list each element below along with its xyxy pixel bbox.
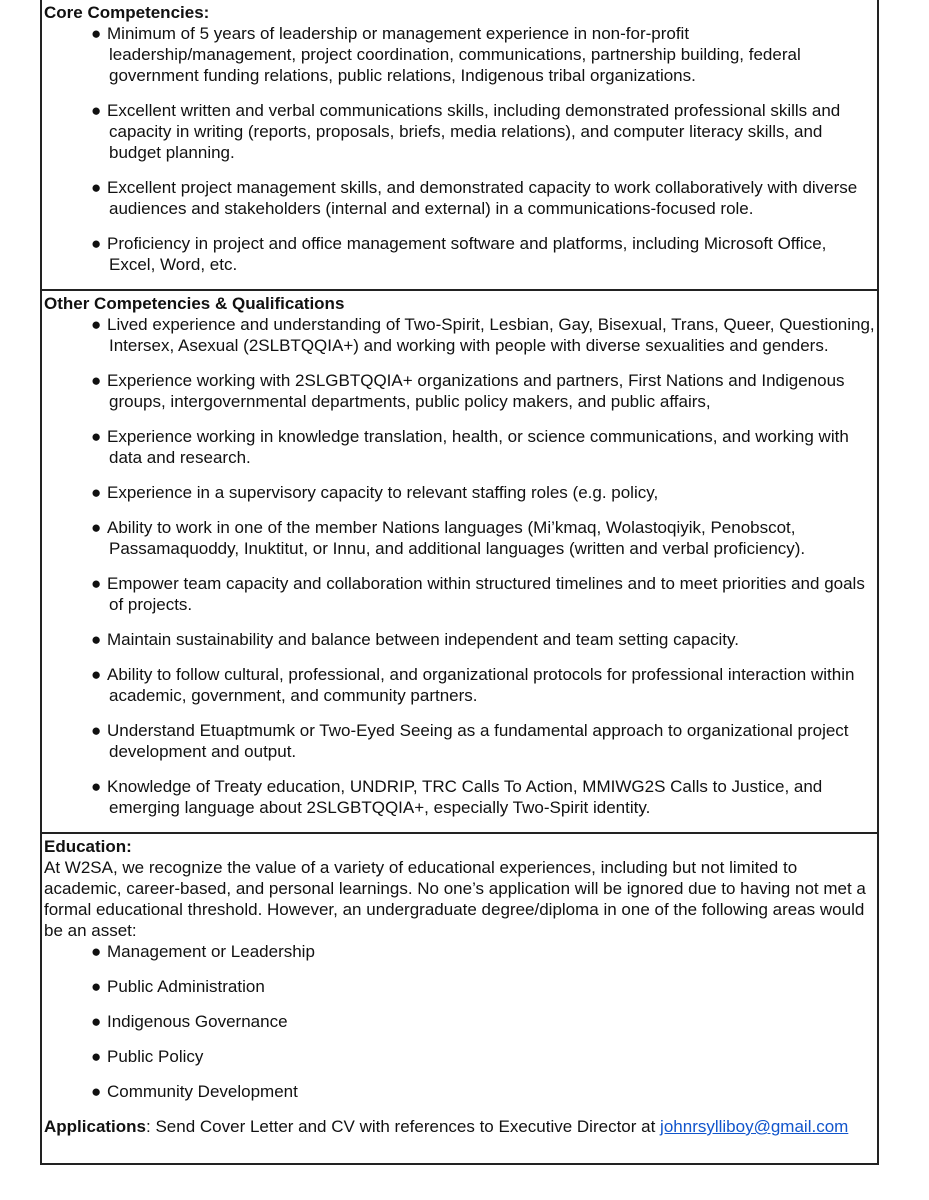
list-item: ● Experience working with 2SLGBTQQIA+ organizations and partners, First Nations and Indigenous groups, intergovernmental departments, public policy makers, and public affairs, xyxy=(91,371,845,411)
list-item: ● Understand Etuaptmumk or Two-Eyed Seeing as a fundamental approach to organizational project development and output. xyxy=(91,721,849,761)
bullet-icon: ● xyxy=(91,234,102,253)
list-item: ● Maintain sustainability and balance between independent and team setting capacity. xyxy=(91,630,739,649)
applications-label: Applications xyxy=(44,1117,147,1136)
bullet-icon: ● xyxy=(91,1012,102,1031)
applications-line xyxy=(44,1116,875,1149)
bullet-icon: ● xyxy=(91,942,102,961)
list-item: ● Excellent project management skills, and demonstrated capacity to work collaboratively with diverse audiences and stakeholders (internal and external) in a communications-focused role. xyxy=(91,178,858,218)
email-link[interactable]: johnrsylliboy@gmail.com xyxy=(660,1117,849,1136)
other-competencies-heading: Other Competencies & Qualifications xyxy=(44,294,345,313)
bullet-icon: ● xyxy=(91,315,102,334)
applications-text: : Send Cover Letter and CV with references to Executive Director at xyxy=(146,1117,661,1136)
bullet-icon: ● xyxy=(91,977,102,996)
list-item: ● Experience in a supervisory capacity to relevant staffing roles (e.g. policy, xyxy=(91,483,659,502)
list-item: ● Management or Leadership xyxy=(91,942,315,961)
bullet-icon: ● xyxy=(91,24,102,43)
bullet-icon: ● xyxy=(91,777,102,796)
other-competencies-list xyxy=(44,314,875,818)
bullet-icon: ● xyxy=(91,1047,102,1066)
list-item: ● Knowledge of Treaty education, UNDRIP, TRC Calls To Action, MMIWG2S Calls to Justice, and emerging language about 2SLGBTQQIA+, especially Two-Spirit identity. xyxy=(91,777,823,817)
bullet-icon: ● xyxy=(91,630,102,649)
bullet-icon: ● xyxy=(91,721,102,740)
list-item: ● Public Administration xyxy=(91,977,265,996)
list-item: ● Public Policy xyxy=(91,1047,204,1066)
bullet-icon: ● xyxy=(91,427,102,446)
list-item: ● Excellent written and verbal communications skills, including demonstrated professional skills and capacity in writing (reports, proposals, briefs, media relations), and computer literacy skills, and budget planning. xyxy=(91,101,841,162)
education-heading: Education: xyxy=(44,837,132,856)
list-item: ● Empower team capacity and collaboration within structured timelines and to meet priorities and goals of projects. xyxy=(91,574,865,614)
bullet-icon: ● xyxy=(91,483,102,502)
education-section xyxy=(42,832,877,1163)
bullet-icon: ● xyxy=(91,574,102,593)
bullet-icon: ● xyxy=(91,178,102,197)
bullet-icon: ● xyxy=(91,665,102,684)
bullet-icon: ● xyxy=(91,371,102,390)
list-item: ● Ability to follow cultural, professional, and organizational protocols for professional interaction within academic, government, and community partners. xyxy=(91,665,855,705)
bullet-icon: ● xyxy=(91,518,102,537)
bullet-icon: ● xyxy=(91,1082,102,1101)
other-competencies-section xyxy=(42,289,877,832)
list-item: ● Ability to work in one of the member Nations languages (Mi’kmaq, Wolastoqiyik, Penobscot, Passamaquoddy, Inuktitut, or Innu, and additional languages (written and verbal proficiency). xyxy=(91,518,806,558)
list-item: ● Experience working in knowledge translation, health, or science communications, and working with data and research. xyxy=(91,427,849,467)
list-item: ● Indigenous Governance xyxy=(91,1012,288,1031)
core-competencies-heading: Core Competencies: xyxy=(44,3,210,22)
list-item: ● Proficiency in project and office management software and platforms, including Microsoft Office, Excel, Word, etc. xyxy=(91,234,827,274)
list-item: ● Minimum of 5 years of leadership or management experience in non-for-profit leadership/management, project coordination, communications, partnership building, federal government funding relations, public relations, Indigenous tribal organizations. xyxy=(91,24,801,85)
bullet-icon: ● xyxy=(91,101,102,120)
document-table xyxy=(40,0,879,1165)
core-competencies-list xyxy=(44,23,875,275)
education-intro: At W2SA, we recognize the value of a variety of educational experiences, including but not limited to academic, career-based, and personal learnings. No one’s application will be ignored due to having not met a formal educational threshold. However, an undergraduate degree/diploma in one of the following areas would be an asset: xyxy=(44,858,866,940)
education-list xyxy=(44,941,875,1102)
core-competencies-section xyxy=(42,0,877,289)
list-item: ● Community Development xyxy=(91,1082,298,1101)
list-item: ● Lived experience and understanding of Two-Spirit, Lesbian, Gay, Bisexual, Trans, Queer, Questioning, Intersex, Asexual (2SLBTQQIA+) and working with people with diverse sexualities and genders. xyxy=(91,315,875,355)
